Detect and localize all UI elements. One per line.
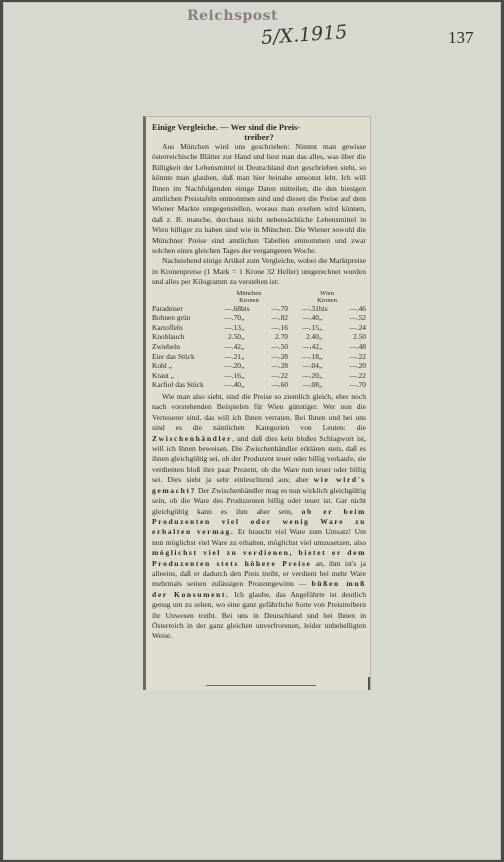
emphasis-zwischenhaendler: Zwischenhändler xyxy=(152,433,233,443)
handwritten-date: 5/X.1915 xyxy=(260,21,349,49)
table-row: Eier das Stück —.21 „ —.28 —.18 „ —.22 xyxy=(152,351,366,361)
table-row: Karfiol das Stück —.40 „ —.60 —.08 „ —.70 xyxy=(152,380,366,390)
page-number: 137 xyxy=(448,28,474,47)
table-row: Paradeiser —.68 bis —.70 —.31 bis —.46 xyxy=(152,303,366,313)
table-row: Bohnen grün —.70 „ —.82 —.40 „ —.52 xyxy=(152,313,366,323)
col-munich-unit: Kronen xyxy=(239,296,259,304)
table-row: Kohl „ —.20 „ —.28 —.04 „ —.20 xyxy=(152,361,366,371)
article-paragraph-1: Aus München wird uns geschrieben: Nimmt man gewisse österreichische Blätter zur Hand und liest man das alles, was über die Billigkeit der Lebensmittel in Deutschland dort geschrieben steht, so könnte man glauben, daß man hier beinahe umsonst lebt. Ich will Ihnen im Nachfolgenden einige Daten mitteilen, die den hiesigen amtlichen Preistafeln entnommen sind und diesen die Preise auf dem Wiener Markte entgegenstellen, woraus man ersehen wird können, daß z. B. manche, durchaus nicht nebensächliche Lebensmittel in Wien billiger zu haben sind wie in München. Die Wiener sowohl die Münchner Preise sind amtlichen Tabellen entnommen und zwar solchen eines gleichen Tages der vergangenen Woche. xyxy=(152,142,366,256)
col-vienna: Wien xyxy=(319,289,334,297)
price-table-header xyxy=(152,290,366,304)
table-row: Kraut „ —.16 „ —.22 —.20 „ —.22 xyxy=(152,370,366,380)
newspaper-clipping xyxy=(143,116,371,690)
col-munich: München xyxy=(236,289,262,297)
end-rule xyxy=(206,685,316,686)
article-paragraph-3: Wie man also sieht, sind die Preise so ziemlich gleich, eher noch nach vorstehenden Beispielen für Wien günstiger. Wer nun die Verteuerer sind, das will ich Ihnen verraten. Bei Ihnen und bei uns sind es die nämlichen Kategorien von Leuten: die Zwischenhändler, und daß dies kein bloßes Schlagwort ist, will ich Ihnen beweisen. Die Zwischenhändler erklären stets, daß es ihnen gleichgültig sei, ob der Produzent teuer oder billig verkaufe, sie verdienten bloß ihre paar Prozent, ob die Ware nun teuer oder billig sei. Dies sieht ja sehr einleuchtend aus; aber wie wird's gemacht? Der Zwischenhändler mag es nun wirklich gleichgültig sein, ob die Ware des Produzenten billig oder teuer ist. Gar nicht gleichgültig kann es ihm aber sein, ob er beim Produzenten viel oder wenig Ware zu erhalten vermag. Er braucht viel Ware zum Umsatz! Um nun möglichst viel Ware zu erhalten, möglichst viel umzusetzen, also möglichst viel zu verdienen, bietet er dem Produzenten stets höhere Preise an, ihm ist's ja alleeins, daß er dadurch den Preis treibt, er verdient bei mehr Ware mehrmals seinen zulässigen Prozentgewinn — büßen muß der Konsument. Ich glaube, das Angeführte ist deutlich genug um zu sehen, wo eine ganz gefährliche Sorte von Preistreibern ihr Unwesen treibt. Bei uns in Deutschland und bei Ihnen in Österreich in der ganz gleichen unverfrorenen, leider unbehelligten Weise. xyxy=(152,392,367,641)
price-table xyxy=(152,290,366,390)
emphasis-how: wie wird's gemacht? xyxy=(152,475,366,495)
emphasis-producer: ob er beim Produzenten viel oder wenig Ware zu erhalten vermag. xyxy=(152,506,366,537)
newspaper-stamp: Reichspost xyxy=(187,8,278,24)
article-title-line1: Einige Vergleiche. — Wer sind die Preis- xyxy=(152,122,301,132)
margin-mark xyxy=(368,677,371,690)
table-row: Zwiebeln —.42 „ —.50 —.42 „ —.48 xyxy=(152,342,366,352)
table-row: Knoblauch 2.50 „ 2.70 2.40 „ 2.50 xyxy=(152,332,366,342)
col-vienna-unit: Kronen xyxy=(317,296,337,304)
article-title-line2: treiber? xyxy=(244,132,274,142)
article-title xyxy=(152,122,366,142)
archive-sheet xyxy=(3,2,501,860)
emphasis-consumer: büßen muß der Konsument. xyxy=(152,579,366,599)
emphasis-profit: möglichst viel zu verdienen, bietet er dem Produzenten stets höhere Preise xyxy=(152,548,366,568)
article-paragraph-2: Nachstehend einige Artikel zum Vergleiche, wobei die Marktpreise in Kronenpreise (1 Mark = 1 Krone 32 Heller) umgerechnet wurden und alles per Kilogramm zu verstehen ist: xyxy=(152,256,366,287)
table-row: Kartoffeln —.13 „ —.16 —.15 „ —.24 xyxy=(152,322,366,332)
